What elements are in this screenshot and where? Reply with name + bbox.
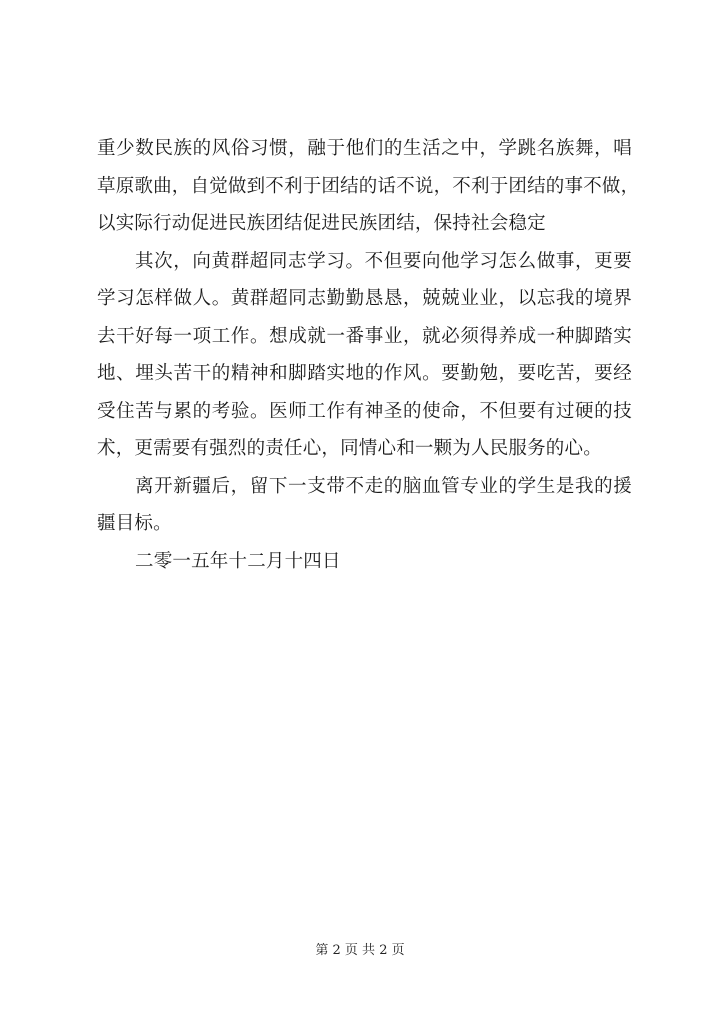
document-date: 二零一五年十二月十四日 bbox=[135, 550, 341, 572]
paragraph-date bbox=[97, 543, 632, 581]
text-line: 学习怎样做人。黄群超同志勤勤恳恳，兢兢业业，以忘我的境界 bbox=[97, 288, 632, 309]
text-line: 去干好每一项工作。想成就一番事业，就必须得养成一种脚踏实 bbox=[97, 325, 632, 347]
text-line: 受住苦与累的考验。医师工作有神圣的使命，不但要有过硬的技 bbox=[97, 400, 632, 422]
paragraph-learn-from-colleague bbox=[97, 243, 632, 468]
text-line: 以实际行动促进民族团结促进民族团结，保持社会稳定 bbox=[97, 213, 546, 234]
paragraph-ethnic-customs bbox=[97, 130, 640, 243]
text-line: 草原歌曲，自觉做到不利于团结的话不说，不利于团结的事不做， bbox=[97, 175, 640, 197]
text-line: 地、埋头苦干的精神和脚踏实地的作风。要勤勉，要吃苦，要经 bbox=[97, 363, 632, 384]
document-body bbox=[97, 130, 640, 580]
page-number-footer: 第 2 页 共 2 页 bbox=[315, 943, 405, 958]
text-line: 其次，向黄群超同志学习。不但要向他学习怎么做事，更要 bbox=[135, 250, 632, 272]
text-line: 疆目标。 bbox=[97, 513, 172, 534]
text-line: 术，更需要有强烈的责任心，同情心和一颗为人民服务的心。 bbox=[97, 438, 602, 459]
text-line: 离开新疆后，留下一支带不走的脑血管专业的学生是我的援 bbox=[135, 475, 632, 497]
paragraph-goal bbox=[97, 468, 632, 543]
text-line: 重少数民族的风俗习惯，融于他们的生活之中，学跳名族舞，唱 bbox=[97, 138, 632, 159]
